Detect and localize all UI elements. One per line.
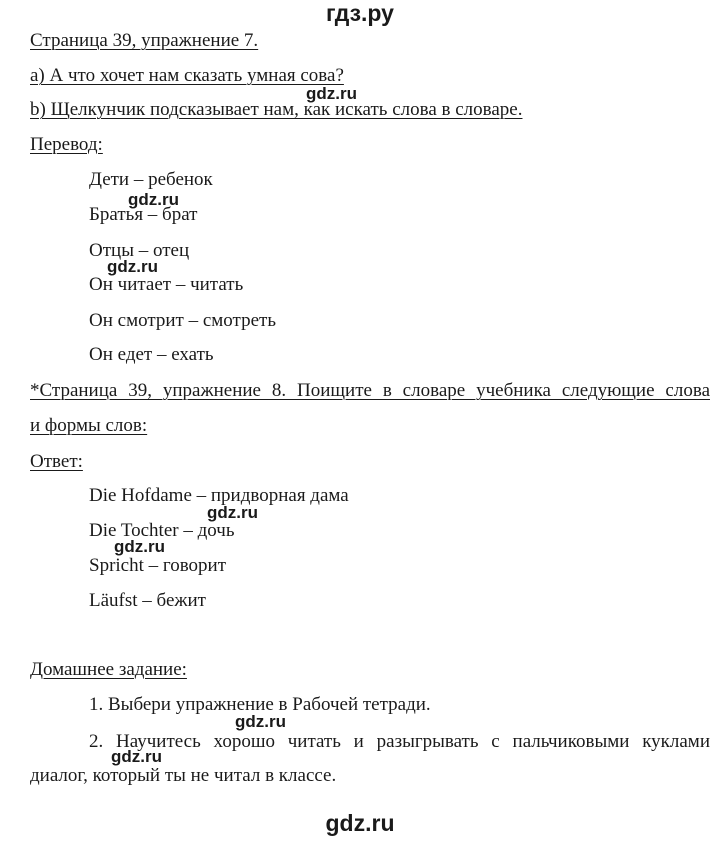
- site-footer: gdz.ru: [325, 810, 395, 836]
- exercise8-title-line2: и формы слов:: [30, 415, 148, 436]
- answer-item: Die Tochter – дочь: [89, 520, 235, 541]
- watermark: gdz.ru: [306, 84, 357, 103]
- translation-item: Он читает – читать: [89, 274, 244, 295]
- watermark: gdz.ru: [207, 503, 258, 522]
- watermark: gdz.ru: [114, 537, 165, 556]
- exercise8-title-line1: *Страница 39, упражнение 8. Поищите в словаре учебника следующие слова: [30, 380, 710, 401]
- homework-label: Домашнее задание:: [30, 659, 187, 680]
- answer-label: Ответ:: [30, 451, 83, 472]
- exercise7-line-a: а) А что хочет нам сказать умная сова?: [30, 65, 344, 86]
- homework-item-1: 1. Выбери упражнение в Рабочей тетради.: [89, 694, 431, 715]
- translation-item: Дети – ребенок: [89, 169, 213, 190]
- answer-item: Spricht – говорит: [89, 555, 227, 576]
- watermark: gdz.ru: [107, 257, 158, 276]
- translation-label: Перевод:: [30, 134, 103, 155]
- answer-item: Die Hofdame – придворная дама: [89, 485, 349, 506]
- answer-item: Läufst – бежит: [89, 590, 206, 611]
- translation-item: Он смотрит – смотреть: [89, 310, 276, 331]
- watermark: gdz.ru: [235, 712, 286, 731]
- translation-item: Он едет – ехать: [89, 344, 214, 365]
- watermark: gdz.ru: [111, 747, 162, 766]
- exercise7-line-b: b) Щелкунчик подсказывает нам, как искать слова в словаре.: [30, 99, 523, 120]
- homework-item-2-line1: 2. Научитесь хорошо читать и разыгрывать с пальчиковыми куклами: [89, 731, 710, 752]
- watermark: gdz.ru: [128, 190, 179, 209]
- translation-item: Братья – брат: [89, 204, 198, 225]
- exercise7-title: Страница 39, упражнение 7.: [30, 30, 259, 51]
- site-header-title: гдз.ру: [326, 0, 394, 26]
- translation-item: Отцы – отец: [89, 240, 190, 261]
- homework-item-2-line2: диалог, который ты не читал в классе.: [30, 765, 337, 786]
